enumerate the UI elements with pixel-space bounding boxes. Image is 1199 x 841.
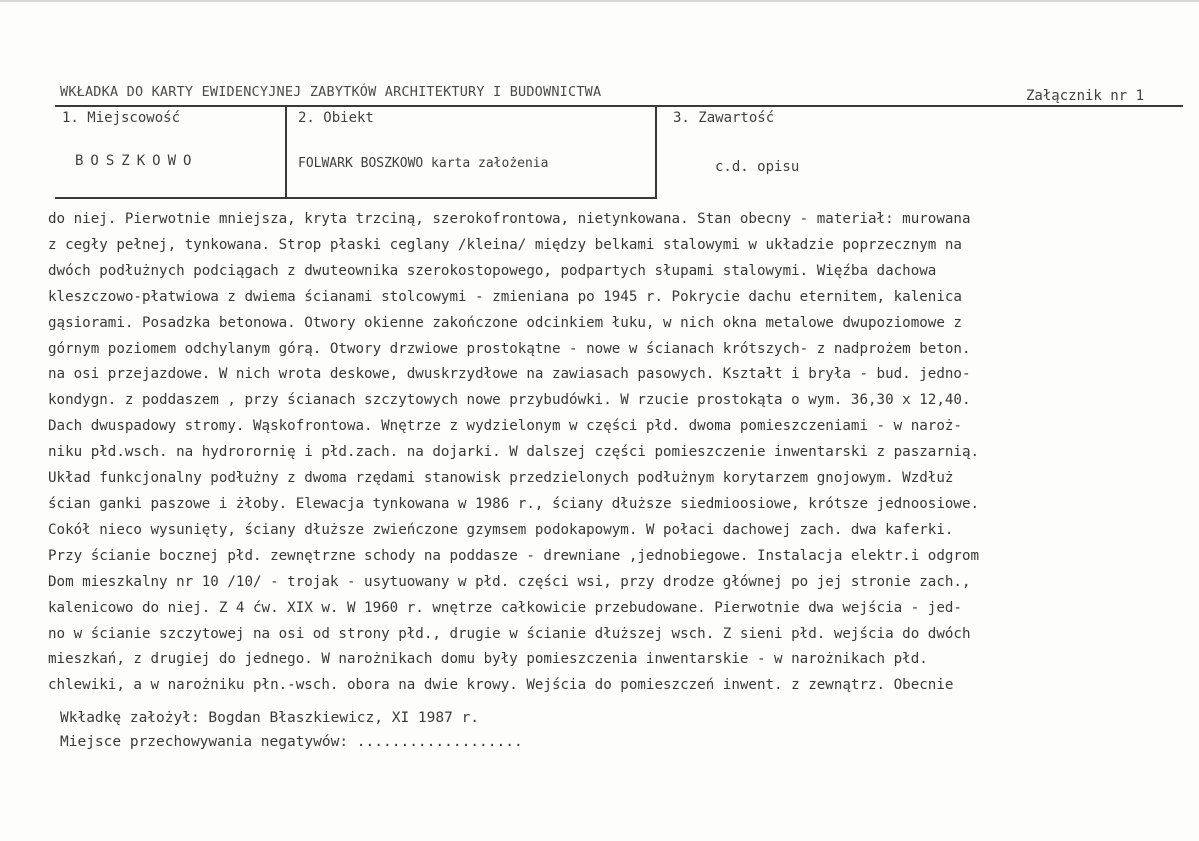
column-divider-1	[285, 105, 287, 198]
header-bottom-rule	[55, 197, 657, 199]
description-line: chlewiki, a w narożniku płn.-wsch. obora na dwie krowy. Wejścia do pomieszczeń inwent. z zewnątrz. Obecnie	[48, 677, 954, 694]
description-line: z cegły pełnej, tynkowana. Strop płaski ceglany /kleina/ między belkami stalowymi w układzie poprzecznym na	[48, 236, 962, 253]
description-line: dwóch podłużnych podciągach z dwuteownika szerokostopowego, podpartych słupami stalowymi. Więźba dachowa	[48, 262, 937, 279]
description-line: Przy ścianie bocznej płd. zewnętrzne schody na poddasze - drewniane ,jednobiegowe. Instalacja elektr.i odgrom	[48, 547, 980, 564]
description-text	[48, 207, 1178, 699]
description-line: kalenicowo do niej. Z 4 ćw. XIX w. W 1960 r. wnętrze całkowicie przebudowane. Pierwotnie dwa wejścia - jed-	[48, 599, 962, 616]
description-line: kleszczowo-płatwiowa z dwiema ścianami stolcowymi - zmieniana po 1945 r. Pokrycie dachu eternitem, kalenica	[48, 288, 962, 305]
description-line: kondygn. z poddaszem , przy ścianach szczytowych nowe przybudówki. W rzucie prostokąta o wym. 36,30 x 12,40.	[48, 392, 971, 409]
description-line: górnym poziomem odchylanym górą. Otwory drzwiowe prostokątne - nowe w ścianach krótszych- z nadprożem beton.	[48, 340, 971, 357]
header-top-rule	[55, 105, 1183, 107]
card-title: WKŁADKA DO KARTY EWIDENCYJNEJ ZABYTKÓW ARCHITEKTURY I BUDOWNICTWA	[60, 84, 602, 100]
description-line: no w ścianie szczytowej na osi od strony płd., drugie w ścianie dłuższej wsch. Z sieni płd. wejścia do dwóch	[48, 625, 971, 642]
locality-label: 1. Miejscowość	[62, 110, 181, 126]
annex-number: Załącznik nr 1	[1026, 88, 1145, 104]
content-value: c.d. opisu	[715, 159, 800, 175]
locality-value: BOSZKOWO	[75, 153, 199, 169]
author-line: Wkładkę założył: Bogdan Błaszkiewicz, XI 1987 r.	[60, 710, 480, 726]
description-line: na osi przejazdowe. W nich wrota deskowe, dwuskrzydłowe na zawiasach pasowych. Kształt i bryła - bud. jedno-	[48, 366, 971, 383]
description-line: gąsiorami. Posadzka betonowa. Otwory okienne zakończone odcinkiem łuku, w nich okna metalowe dwupoziomowe z	[48, 314, 962, 331]
negatives-line: Miejsce przechowywania negatywów: ...................	[60, 734, 523, 750]
description-line: mieszkań, z drugiej do jednego. W narożnikach domu były pomieszczenia inwentarskie - w narożnikach płd.	[48, 651, 928, 668]
description-line: Cokół nieco wysunięty, ściany dłuższe zwieńczone gzymsem podokapowym. W połaci dachowej zach. dwa kaferki.	[48, 521, 954, 538]
description-line: ścian ganki paszowe i żłoby. Elewacja tynkowana w 1986 r., ściany dłuższe siedmioosiowe, krótsze jednoosiowe.	[48, 495, 980, 512]
description-line: Układ funkcjonalny podłużny z dwoma rzędami stanowisk przedzielonych podłużnym korytarzem gnojowym. Wzdłuż	[48, 470, 954, 487]
description-line: Dach dwuspadowy stromy. Wąskofrontowa. Wnętrze z wydzielonym w części płd. dwoma pomieszczeniami - w naroż-	[48, 418, 962, 435]
description-line: do niej. Pierwotnie mniejsza, kryta trzciną, szerokofrontowa, nietynkowana. Stan obecny - materiał: murowana	[48, 211, 971, 227]
description-line: niku płd.wsch. na hydrorornię i płd.zach. na dojarki. W dalszej części pomieszczenie inwentarski z paszarnią.	[48, 444, 980, 461]
content-label: 3. Zawartość	[673, 110, 775, 126]
column-divider-2	[655, 105, 657, 198]
description-line: Dom mieszkalny nr 10 /10/ - trojak - usytuowany w płd. części wsi, przy drodze głównej po jej stronie zach.,	[48, 573, 971, 590]
object-value: FOLWARK BOSZKOWO karta założenia	[298, 156, 549, 171]
object-label: 2. Obiekt	[298, 110, 374, 126]
